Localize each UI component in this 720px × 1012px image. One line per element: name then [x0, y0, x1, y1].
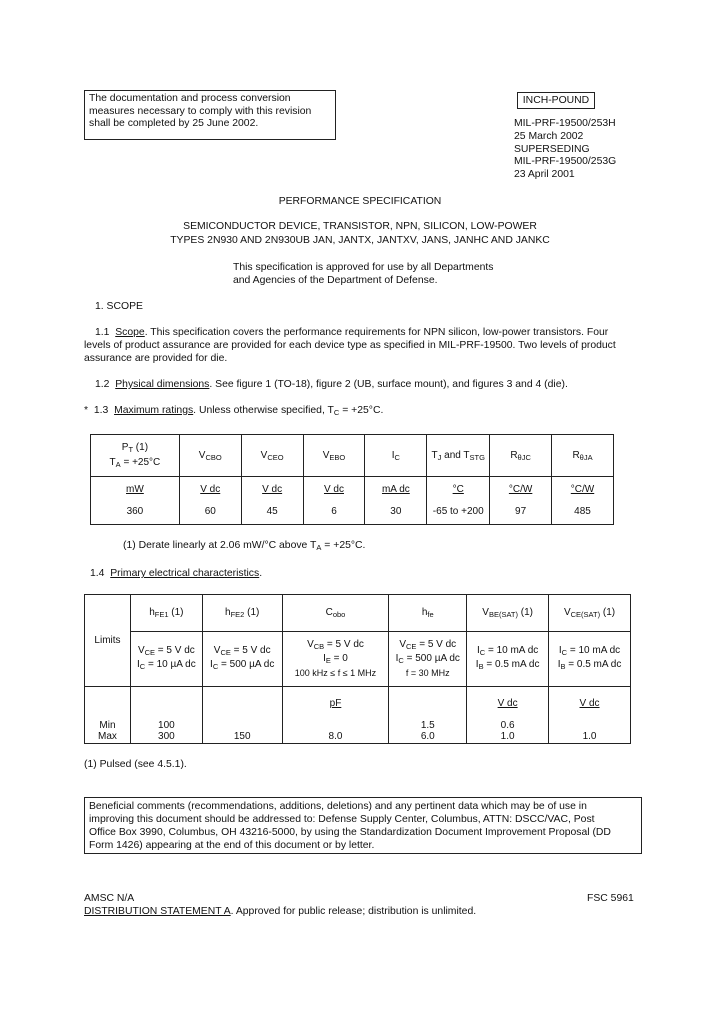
pt-sub: T	[128, 444, 134, 454]
approval-line-2: and Agencies of the Department of Defense.	[233, 275, 438, 286]
paragraph-1-3-title: Maximum ratings	[114, 405, 194, 416]
paragraph-1-2	[95, 379, 568, 390]
doc-date: 25 March 2002	[514, 130, 584, 142]
vbesat-conditions	[467, 632, 549, 687]
max-ratings-header-row	[91, 435, 614, 477]
electrical-characteristics-table	[84, 594, 631, 744]
elec-header-row	[85, 595, 631, 632]
header-hfe2	[202, 595, 282, 632]
header-vceo	[241, 435, 303, 477]
ic-value: 30	[390, 505, 402, 517]
vcesat-conditions	[549, 632, 631, 687]
vceo-value: 45	[266, 505, 278, 517]
pt-value: 360	[126, 505, 144, 517]
vbesat-unit: V dc	[497, 698, 518, 709]
paragraph-1-3-sub: C	[333, 408, 340, 417]
pulsed-note: (1) Pulsed (see 4.5.1).	[84, 759, 187, 770]
header-rthjc	[490, 435, 552, 477]
ic-unit: mA dc	[381, 483, 410, 495]
tj-tstg-cell	[427, 477, 490, 525]
ic-cell	[365, 477, 427, 525]
header-vcbo	[179, 435, 241, 477]
paragraph-1-3-tail: = +25°C.	[339, 405, 384, 416]
derate-note-text: (1) Derate linearly at 2.06 mW/°C above T	[123, 540, 317, 551]
vebo-symbol: V	[322, 449, 330, 461]
vcesat-unit: V dc	[579, 698, 600, 709]
rthjc-sub: θJC	[517, 452, 531, 462]
rthjc-unit: °C/W	[508, 483, 533, 495]
tj-sub: J	[437, 452, 442, 462]
hfe2-cond-2: $I_C = 500$ µA dc	[210, 659, 275, 671]
hfe-cond-3: f = 30 MHz	[405, 667, 450, 678]
hfe1-conditions	[130, 632, 202, 687]
elec-values-row	[85, 687, 631, 744]
tj-tstg-unit: °C	[452, 483, 464, 495]
paragraph-1-4-period: .	[259, 568, 263, 579]
header-cobo	[282, 595, 389, 632]
rthja-cell	[552, 477, 614, 525]
comments-line-3: Office Box 3990, Columbus, OH 43216-5000, by using the Standardization Document Improvement Proposal (DD	[89, 827, 611, 838]
vcesat-values	[549, 687, 631, 744]
cobo-max: 8.0	[328, 731, 343, 742]
rthjc-cell	[490, 477, 552, 525]
rthjc-value: 97	[515, 505, 527, 517]
min-max-labels	[85, 687, 131, 744]
header-pt	[91, 435, 180, 477]
comments-line-4: Form 1426) appearing at the end of this document or by letter.	[89, 840, 375, 851]
derate-note	[123, 540, 365, 552]
notice-line-1: The documentation and process conversion	[89, 93, 291, 104]
paragraph-1-1-line-3: assurance are provided for die.	[84, 353, 228, 364]
fsc-label: FSC 5961	[587, 893, 634, 904]
vceo-cell	[241, 477, 303, 525]
vbesat-symbol: V	[482, 607, 489, 618]
vceo-unit: V dc	[262, 483, 283, 495]
device-title-line-1: SEMICONDUCTOR DEVICE, TRANSISTOR, NPN, SILICON, LOW-POWER	[183, 221, 537, 232]
paragraph-1-2-title: Physical dimensions	[115, 379, 210, 390]
rthja-value: 485	[574, 505, 591, 517]
paragraph-1-3	[84, 405, 383, 417]
hfe-conditions	[389, 632, 467, 687]
hfe1-symbol: h	[149, 607, 155, 618]
hfe2-min: 150	[233, 731, 251, 742]
vcbo-sub: CBO	[205, 452, 222, 462]
superseded-number: MIL-PRF-19500/253G	[514, 156, 617, 168]
hfe-cond-1: $V_{CE} = 5$ V dc	[399, 638, 457, 651]
max-ratings-data-row	[91, 477, 614, 525]
cobo-cond-3: 100 kHz ≤ f ≤ 1 MHz	[294, 667, 377, 678]
change-marker: *	[84, 405, 89, 416]
paragraph-1-4	[90, 568, 262, 579]
pt-symbol: P	[121, 441, 129, 453]
comments-line-1: Beneficial comments (recommendations, additions, deletions) and any pertinent data which may be of use in	[89, 801, 587, 812]
tj-symbol: T	[431, 449, 438, 461]
vbesat-cond-1: $I_C = 10$ mA dc	[476, 645, 539, 657]
amsc-label: AMSC N/A	[84, 893, 135, 904]
hfe2-cond-1: $V_{CE} = 5$ V dc	[213, 645, 271, 657]
pt-unit: mW	[126, 483, 144, 495]
hfe1-note: (1)	[168, 607, 184, 618]
inch-pound-badge: INCH-POUND	[517, 92, 595, 109]
pt-note: (1)	[133, 441, 149, 453]
notice-box	[84, 90, 336, 140]
hfe1-cond-2: $I_C = 10$ µA dc	[136, 659, 196, 671]
hfe2-conditions	[202, 632, 282, 687]
cobo-symbol: C	[325, 607, 333, 618]
distribution-title: DISTRIBUTION STATEMENT A	[84, 906, 231, 917]
approval-line-1: This specification is approved for use by all Departments	[233, 262, 494, 273]
cobo-unit: pF	[329, 698, 342, 709]
vcesat-note: (1)	[600, 607, 616, 618]
hfe2-symbol: h	[225, 607, 231, 618]
max-ratings-table	[90, 434, 614, 525]
vcesat-cond-1: $I_C = 10$ mA dc	[558, 645, 621, 657]
paragraph-1-1-text: . This specification covers the performance requirements for NPN silicon, low-power transistors. Four	[144, 327, 609, 338]
hfe-symbol: h	[421, 607, 428, 618]
header-vebo	[303, 435, 365, 477]
vcesat-cond-2: $I_B = 0.5$ mA dc	[557, 659, 622, 671]
device-title-line-2: TYPES 2N930 AND 2N930UB JAN, JANTX, JANTXV, JANS, JANHC AND JANKC	[170, 235, 550, 246]
derate-note-tail: = +25°C.	[321, 540, 366, 551]
cobo-values	[282, 687, 389, 744]
tstg-symbol: and T	[441, 449, 470, 461]
distribution-statement	[84, 906, 476, 917]
vbesat-max: 1.0	[500, 731, 515, 742]
vebo-value: 6	[331, 505, 337, 517]
document-id-block	[514, 118, 616, 182]
comments-box	[84, 797, 642, 854]
superseding-label: SUPERSEDING	[514, 143, 590, 155]
vcbo-value: 60	[204, 505, 216, 517]
paragraph-1-4-title: Primary electrical characteristics	[110, 568, 260, 579]
vceo-sub: CEO	[267, 452, 284, 462]
paragraph-1-1-line-2: levels of product assurance are provided for each device type as specified in MIL-PRF-19500. Two levels of product	[84, 340, 616, 351]
vebo-unit: V dc	[323, 483, 344, 495]
rthja-sub: θJA	[579, 452, 593, 462]
vcesat-max: 1.0	[582, 731, 597, 742]
rthja-unit: °C/W	[570, 483, 595, 495]
hfe1-min: 100	[158, 720, 175, 731]
paragraph-1-1-title: Scope	[115, 327, 145, 338]
vcesat-sub: CE(SAT)	[570, 610, 601, 619]
ic-sub: C	[394, 452, 400, 462]
paragraph-1-1-line-1	[95, 327, 608, 338]
section-heading-scope: 1. SCOPE	[95, 301, 143, 312]
header-tj-tstg	[427, 435, 490, 477]
paragraph-1-1-number: 1.1	[95, 327, 110, 338]
notice-line-3: shall be completed by 25 June 2002.	[89, 118, 259, 129]
max-label: Max	[98, 731, 117, 742]
header-ic	[365, 435, 427, 477]
vbesat-values	[467, 687, 549, 744]
header-hfe1	[130, 595, 202, 632]
notice-line-2: measures necessary to comply with this revision	[89, 105, 312, 117]
vcbo-symbol: V	[198, 449, 206, 461]
hfe1-values	[130, 687, 202, 744]
tj-tstg-value: -65 to +200	[432, 505, 484, 517]
spec-title: PERFORMANCE SPECIFICATION	[278, 196, 442, 207]
hfe-cond-2: $I_C = 500$ µA dc	[395, 652, 460, 665]
cobo-cond-2: $I_E = 0$	[323, 652, 348, 665]
vcbo-cell	[179, 477, 241, 525]
superseded-date: 23 April 2001	[514, 169, 575, 181]
doc-number: MIL-PRF-19500/253H	[514, 118, 616, 129]
hfe2-sub: FE2	[230, 610, 245, 619]
vbesat-sub: BE(SAT)	[488, 610, 518, 619]
header-vcesat	[549, 595, 631, 632]
header-hfe	[389, 595, 467, 632]
paragraph-1-2-number: 1.2	[95, 379, 110, 390]
vbesat-cond-2: $I_B = 0.5$ mA dc	[475, 659, 540, 671]
ta-sub: A	[115, 459, 121, 469]
tstg-sub: STG	[469, 452, 485, 462]
rthja-symbol: R	[572, 449, 580, 461]
hfe-sub: fe	[427, 610, 434, 619]
hfe-max: 6.0	[420, 731, 435, 742]
header-vbesat	[467, 595, 549, 632]
header-rthja	[552, 435, 614, 477]
vbesat-min: 0.6	[500, 720, 515, 731]
paragraph-1-2-text: . See figure 1 (TO-18), figure 2 (UB, surface mount), and figures 3 and 4 (die).	[209, 379, 568, 390]
ic-symbol: I	[391, 449, 395, 461]
ta-value: = +25°C	[120, 456, 161, 468]
comments-line-2: improving this document should be addressed to: Defense Supply Center, Columbus, ATTN: DSCC/VAC, Post	[89, 814, 595, 825]
hfe2-values	[202, 687, 282, 744]
hfe-min: 1.5	[420, 720, 435, 731]
vcesat-symbol: V	[563, 607, 571, 618]
distribution-text: . Approved for public release; distribution is unlimited.	[230, 906, 477, 917]
vbesat-note: (1)	[517, 607, 533, 618]
hfe1-cond-1: $V_{CE} = 5$ V dc	[137, 645, 195, 657]
paragraph-1-3-text: . Unless otherwise specified, T	[193, 405, 334, 416]
hfe1-sub: FE1	[154, 610, 169, 619]
hfe2-note: (1)	[244, 607, 260, 618]
vceo-symbol: V	[260, 449, 268, 461]
paragraph-1-3-number: 1.3	[93, 405, 109, 416]
limits-label: Limits	[85, 595, 131, 687]
elec-conditions-row	[85, 632, 631, 687]
ta-symbol: T	[109, 456, 116, 468]
cobo-cond-1: $V_{CB} = 5$ V dc	[307, 638, 364, 651]
paragraph-1-4-number: 1.4	[90, 568, 105, 579]
pt-cell	[91, 477, 180, 525]
cobo-sub: obo	[332, 610, 346, 619]
vebo-sub: EBO	[329, 452, 346, 462]
hfe-values	[389, 687, 467, 744]
cobo-conditions	[282, 632, 389, 687]
hfe1-max: 300	[158, 731, 175, 742]
min-label: Min	[99, 720, 116, 731]
rthjc-symbol: R	[510, 449, 518, 461]
vebo-cell	[303, 477, 365, 525]
derate-note-sub: A	[316, 543, 322, 552]
vcbo-unit: V dc	[200, 483, 221, 495]
